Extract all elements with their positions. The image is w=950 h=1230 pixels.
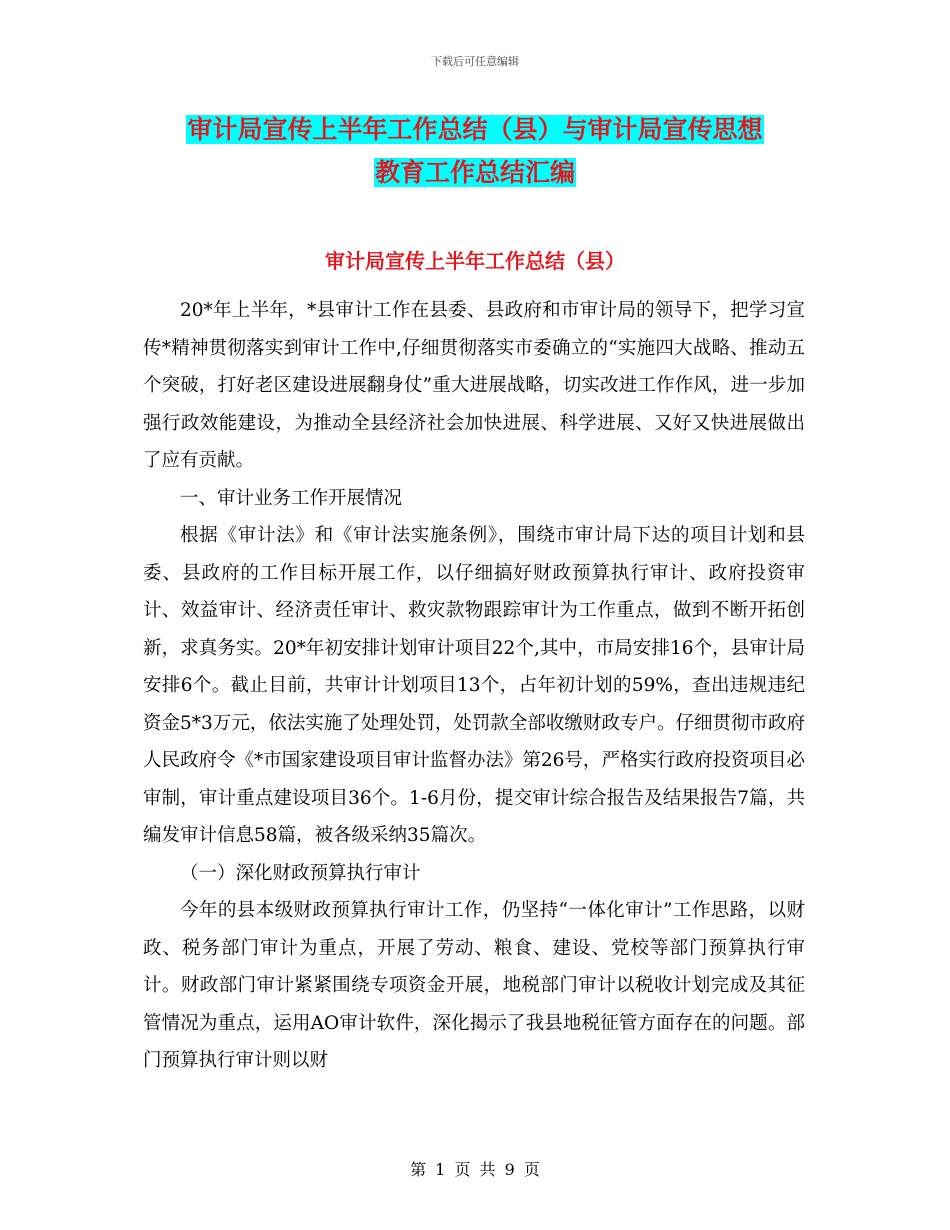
document-title-text-1: 审计局宣传上半年工作总结（县）与审计局宣传思想 [187, 115, 763, 144]
document-title-text-2: 教育工作总结汇编 [374, 158, 575, 187]
page-number-footer: 第 1 页 共 9 页 [410, 1160, 540, 1179]
paragraph-audit-business: 根据《审计法》和《审计法实施条例》，围绕市审计局下达的项目计划和县委、县政府的工作目标开展工作，以仔细搞好财政预算执行审计、政府投资审计、效益审计、经济责任审计、救灾款物跟踪审计为工作重点，做到不断开拓创新，求真务实。20*年初安排计划审计项目22个,其中，市局安排16个，县审计局安排6个。截止目前，共审计计划项目13个，占年初计划的59%，查出违规违纪资金5*3万元，依法实施了处理处罚，处罚款全部收缴财政专户。仔细贯彻市政府人民政府令《*市国家建设项目审计监督办法》第26号，严格实行政府投资项目必审制，审计重点建设项目36个。1-6月份，提交审计综合报告及结果报告7篇，共编发审计信息58篇，被各级采纳35篇次。 [143, 525, 805, 846]
subheading-budget-execution: （一）深化财政预算执行审计 [180, 862, 421, 884]
paragraph-intro: 20*年上半年，*县审计工作在县委、县政府和市审计局的领导下，把学习宣传*精神贯彻落实到审计工作中,仔细贯彻落实市委确立的“实施四大战略、推动五个突破，打好老区建设进展翻身仗”重大进展战略，切实改进工作作风，进一步加强行政效能建设，为推动全县经济社会加快进展、科学进展、又好又快进展做出了应有贡献。 [143, 300, 805, 471]
heading-audit-business: 一、审计业务工作开展情况 [180, 487, 403, 509]
section-title: 审计局宣传上半年工作总结（县） [325, 249, 625, 273]
header-note: 下载后可任意编辑 [431, 55, 519, 68]
paragraph-budget-execution: 今年的县本级财政预算执行审计工作，仍坚持“一体化审计”工作思路，以财政、税务部门审计为重点，开展了劳动、粮食、建设、党校等部门预算执行审计。财政部门审计紧紧围绕专项资金开展，地税部门审计以税收计划完成及其征管情况为重点，运用AO审计软件，深化揭示了我县地税征管方面存在的问题。部门预算执行审计则以财 [143, 900, 805, 1071]
document-body [143, 292, 805, 1080]
document-title-line-2 [0, 155, 950, 191]
document-title-line-1 [0, 112, 950, 148]
